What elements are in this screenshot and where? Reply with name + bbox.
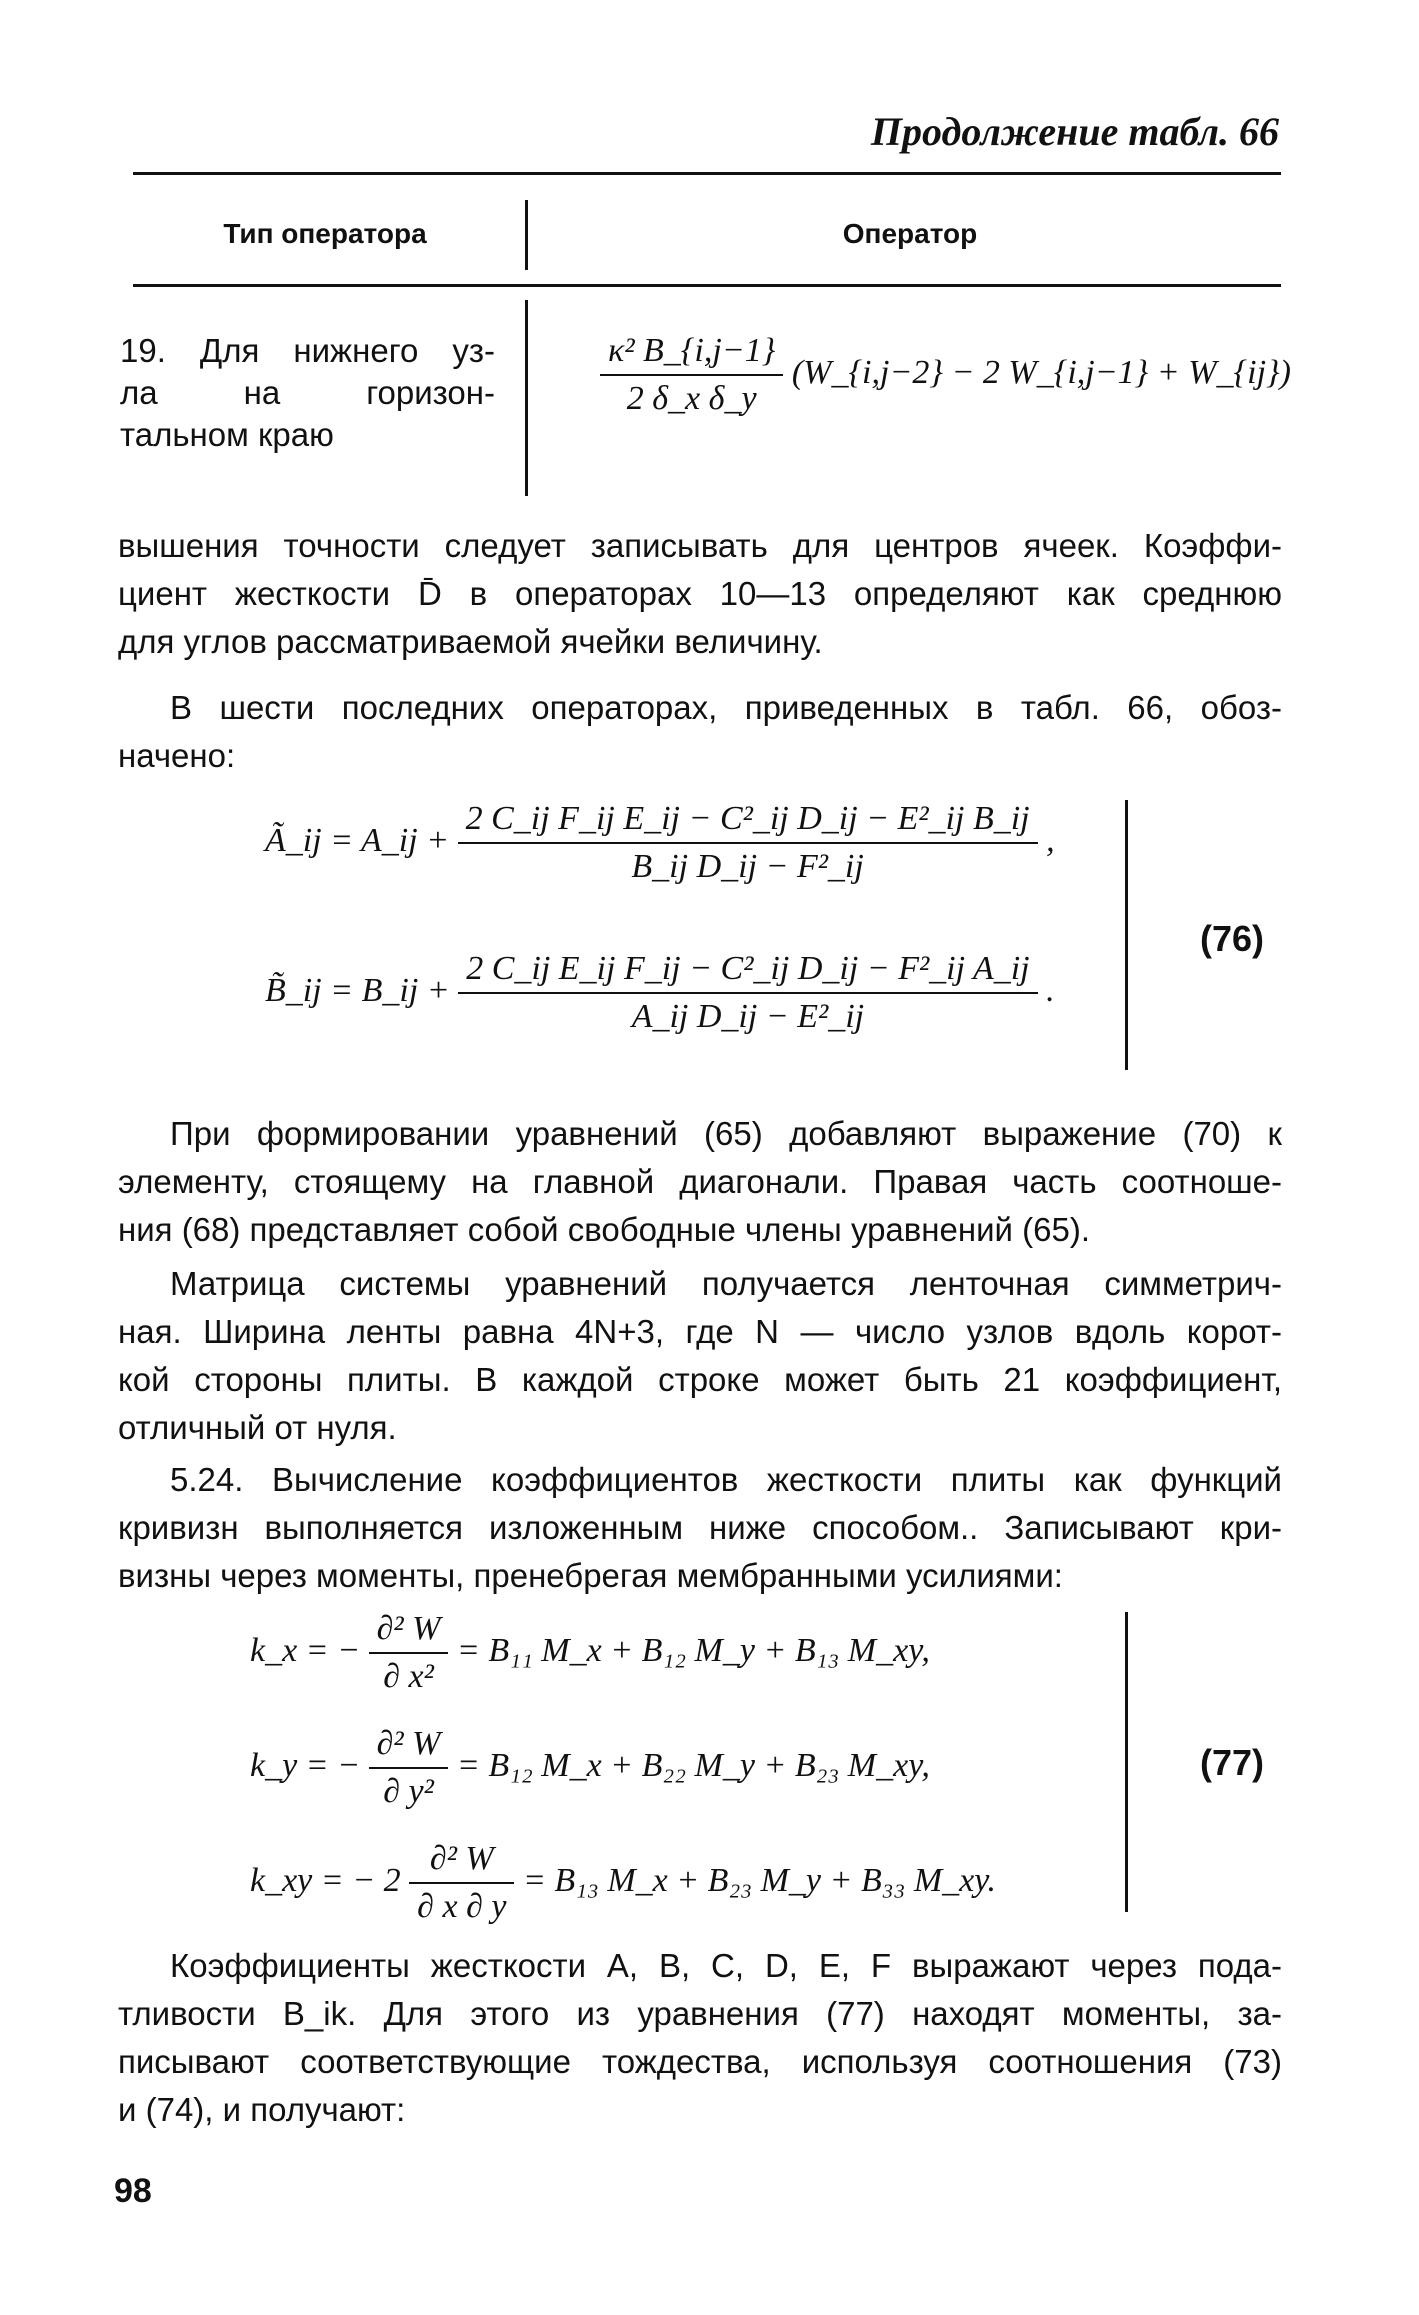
text-line: вышения точности следует записывать для центров ячеек. Коэффи- xyxy=(118,527,1282,564)
eq76-lhs: B̃_ij = B_ij + xyxy=(265,971,450,1009)
table-row-formula xyxy=(600,332,1291,418)
eq77-brace xyxy=(1125,1612,1128,1912)
table-header-divider xyxy=(525,200,528,270)
table-row-label xyxy=(120,330,495,456)
eq76-numerator: 2 C_ij E_ij F_ij − C²_ij D_ij − F²_ij A_ij xyxy=(458,950,1037,994)
text-line: кривизн выполняется изложенным ниже способом.. Записывают кри- xyxy=(118,1509,1282,1546)
eq76-denominator: A_ij D_ij − E²_ij xyxy=(631,998,865,1035)
text-line: Матрица системы уравнений получается ленточная симметрич- xyxy=(170,1265,1282,1302)
formula-numerator: κ² B_{i,j−1} xyxy=(600,332,783,376)
eq76-number: (76) xyxy=(1200,918,1265,959)
table-top-rule xyxy=(133,172,1281,175)
text-line: Коэффициенты жесткости A, B, C, D, E, F выражают через пода- xyxy=(170,1947,1282,1984)
text-line: и (74), и получают: xyxy=(118,2091,406,2128)
eq76-line-1 xyxy=(265,800,1055,886)
eq76-end: . xyxy=(1046,971,1055,1009)
text-line: При формировании уравнений (65) добавляют выражение (70) к xyxy=(170,1115,1282,1152)
eq76-line-2 xyxy=(265,950,1055,1036)
eq77-rhs: = B₁₃ M_x + B₂₃ M_y + B₃₃ M_xy. xyxy=(522,1861,996,1899)
text-line: визны через моменты, пренебрегая мембранными усилиями: xyxy=(118,1557,1063,1594)
row-label-line: ла на горизон- xyxy=(120,374,495,411)
paragraph-4 xyxy=(118,1260,1282,1452)
text-line: В шести последних операторах, приведенных в табл. 66, обоз- xyxy=(170,689,1282,726)
text-line: начено: xyxy=(118,737,236,774)
eq76-fraction xyxy=(458,800,1038,886)
eq77-fraction xyxy=(369,1725,449,1811)
eq77-line-1 xyxy=(250,1610,930,1696)
eq76-numerator: 2 C_ij F_ij E_ij − C²_ij D_ij − E²_ij B_ij xyxy=(458,800,1038,844)
table-body-divider xyxy=(525,300,528,496)
eq77-line-3 xyxy=(250,1840,996,1926)
paragraph-1 xyxy=(118,522,1282,666)
eq77-line-2 xyxy=(250,1725,930,1811)
eq77-number: (77) xyxy=(1200,1742,1265,1783)
table-continuation-caption: Продолжение табл. 66 xyxy=(870,109,1279,154)
text-line: кой стороны плиты. В каждой строке может быть 21 коэффициент, xyxy=(118,1361,1282,1398)
eq77-denominator: ∂ y² xyxy=(383,1773,434,1810)
row-label-line: тальном краю xyxy=(120,416,334,453)
formula-fraction xyxy=(600,332,783,418)
eq77-fraction xyxy=(369,1610,449,1696)
text-line: циент жесткости D̄ в операторах 10—13 определяют как среднюю xyxy=(118,575,1282,612)
table-header-type: Тип оператора xyxy=(223,218,427,249)
text-line: тливости B_ik. Для этого из уравнения (77) находят моменты, за- xyxy=(118,1995,1282,2032)
text-line: отличный от нуля. xyxy=(118,1409,397,1446)
paragraph-2 xyxy=(118,684,1282,780)
table-header-operator: Оператор xyxy=(842,218,978,249)
eq77-numerator: ∂² W xyxy=(409,1840,514,1884)
paragraph-3 xyxy=(118,1110,1282,1254)
text-line: ная. Ширина ленты равна 4N+3, где N — число узлов вдоль корот- xyxy=(118,1313,1282,1350)
eq76-denominator: B_ij D_ij − F²_ij xyxy=(631,848,864,885)
eq76-end: , xyxy=(1046,821,1055,859)
row-label-line: 19. Для нижнего уз- xyxy=(120,332,495,369)
eq77-numerator: ∂² W xyxy=(369,1610,449,1654)
eq77-lhs: k_x = − xyxy=(250,1631,361,1669)
page-number: 98 xyxy=(114,2172,152,2210)
text-line: ния (68) представляет собой свободные члены уравнений (65). xyxy=(118,1211,1091,1248)
paragraph-6 xyxy=(118,1942,1282,2134)
eq77-denominator: ∂ x² xyxy=(383,1658,434,1695)
formula-denominator: 2 δ_x δ_y xyxy=(626,380,757,417)
table-header-rule xyxy=(133,284,1281,287)
eq77-numerator: ∂² W xyxy=(369,1725,449,1769)
text-line: писывают соответствующие тождества, используя соотношения (73) xyxy=(118,2043,1282,2080)
text-line: элементу, стоящему на главной диагонали. Правая часть соотноше- xyxy=(118,1163,1282,1200)
eq77-rhs: = B₁₂ M_x + B₂₂ M_y + B₂₃ M_xy, xyxy=(456,1746,930,1784)
text-line: 5.24. Вычисление коэффициентов жесткости плиты как функций xyxy=(170,1461,1282,1498)
eq77-lhs: k_y = − xyxy=(250,1746,361,1784)
formula-tail: (W_{i,j−2} − 2 W_{i,j−1} + W_{ij}) xyxy=(791,353,1291,391)
text-line: для углов рассматриваемой ячейки величину. xyxy=(118,623,823,660)
eq77-rhs: = B₁₁ M_x + B₁₂ M_y + B₁₃ M_xy, xyxy=(456,1631,930,1669)
paragraph-5 xyxy=(118,1456,1282,1600)
eq76-fraction xyxy=(458,950,1037,1036)
eq77-fraction xyxy=(409,1840,514,1926)
eq76-brace xyxy=(1125,800,1128,1070)
eq77-lhs: k_xy = − 2 xyxy=(250,1861,401,1899)
eq77-denominator: ∂ x ∂ y xyxy=(417,1888,507,1925)
eq76-lhs: Ã_ij = A_ij + xyxy=(265,821,450,859)
